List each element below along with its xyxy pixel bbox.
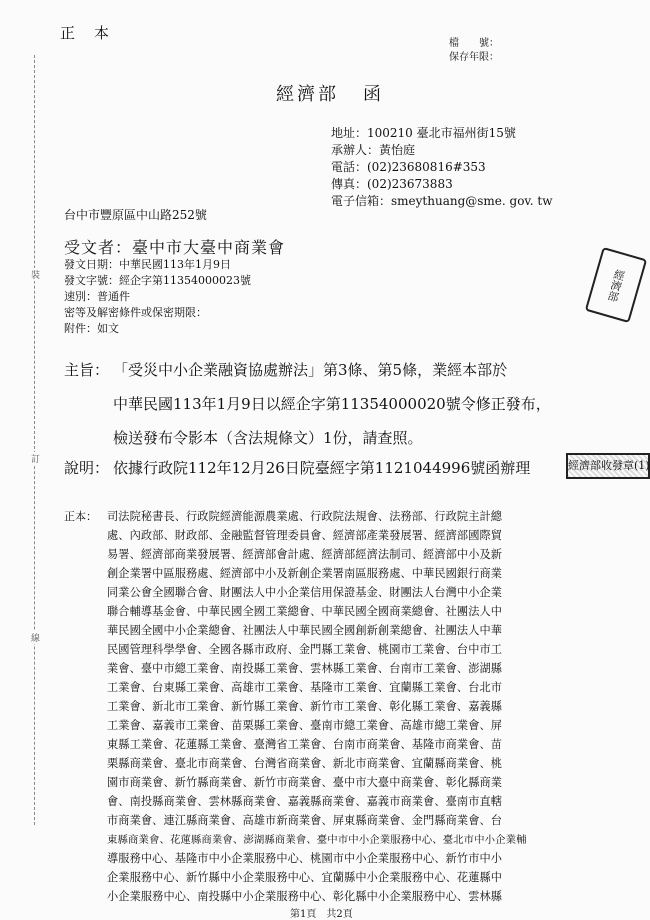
cc-line: 創企業署中區服務處、經濟部中小及新創企業署南區服務處、中華民國銀行商業 [107, 567, 503, 580]
registration-stamp: 經濟部收發章(1) [566, 453, 650, 479]
cc-line: 東縣工業會、花蓮縣工業會、臺灣省工業會、台南市商業會、基隆市商業會、苗 [107, 738, 503, 751]
cc-line: 會、南投縣商業會、雲林縣商業會、嘉義縣商業會、嘉義市商業會、臺南市直轄 [107, 795, 503, 808]
subject-line-3: 檢送發布令影本（含法規條文）1份，請查照。 [113, 429, 423, 447]
cc-line: 栗縣商業會、臺北市商業會、台灣省商業會、新北市商業會、宜蘭縣商業會、桃 [107, 757, 503, 770]
cc-line: 司法院秘書長、行政院經濟能源農業處、行政院法規會、法務部、行政院主計總 [107, 510, 503, 523]
department-stamp-text: 經濟部 [605, 267, 627, 303]
cc-line: 園市商業會、新竹縣商業會、新竹市商業會、臺中市大臺中商業會、彰化縣商業 [107, 776, 503, 789]
department-stamp [585, 247, 647, 323]
cc-line: 業會、臺中市總工業會、南投縣工業會、雲林縣工業會、台南市工業會、澎湖縣 [107, 662, 503, 675]
document-type: 函 [363, 84, 384, 105]
subject-line-2: 中華民國113年1月9日以經企字第11354000020號令修正發布， [113, 395, 551, 413]
retention-period-label: 保存年限： [449, 52, 499, 63]
file-number-label: 檔 號： [449, 38, 499, 49]
cc-line: 處、內政部、財政部、金融監督管理委員會、經濟部產業發展署、經濟部國際貿 [107, 529, 503, 542]
cc-line: 易署、經濟部商業發展署、經濟部會計處、經濟部經濟法制司、經濟部中小及新 [107, 548, 503, 561]
binding-char-zhuang: 裝 [31, 268, 40, 281]
cc-line: 工業會、新北市工業會、新竹縣工業會、新竹市工業會、彰化縣工業會、嘉義縣 [107, 700, 503, 713]
issue-number: 發文字號：經企字第11354000023號 [64, 274, 251, 287]
cc-line: 工業會、嘉義市工業會、苗栗縣工業會、臺南市總工業會、高雄市總工業會、屏 [107, 719, 503, 732]
recipient: 受文者：臺中市大臺中商業會 [64, 238, 286, 257]
copy-mark: 正 本 [60, 24, 112, 42]
sender-email: 電子信箱：smeythuang@sme. gov. tw [331, 194, 553, 208]
cc-line: 市商業會、連江縣商業會、高雄市新商業會、屏東縣商業會、金門縣商業會、台 [107, 814, 503, 827]
sender-handler: 承辦人：黃怡庭 [331, 143, 416, 157]
cc-line: 工業會、台東縣工業會、高雄市工業會、基隆市工業會、宜蘭縣工業會、台北市 [107, 681, 503, 694]
subject-label: 主旨： [64, 361, 110, 379]
page-number: 第1頁 共2頁 [290, 909, 353, 920]
cc-line: 同業公會全國聯合會、財團法人中小企業信用保證基金、財團法人台灣中小企業 [107, 586, 503, 599]
sender-address: 地址：100210 臺北市福州街15號 [331, 126, 516, 140]
binding-line [34, 55, 35, 825]
recipient-address: 台中市豐原區中山路252號 [64, 208, 207, 222]
secrecy-level: 密等及解密條件或保密期限： [64, 306, 207, 319]
binding-char-ding: 訂 [31, 452, 40, 465]
delivery-speed: 速別：普通件 [64, 290, 130, 303]
cc-line: 聯合輔導基金會、中華民國全國工業總會、中華民國全國商業總會、社團法人中 [107, 605, 503, 618]
cc-line: 華民國全國中小企業總會、社團法人中華民國全國創新創業總會、社團法人中華 [107, 624, 503, 637]
cc-line: 導服務中心、基隆市中小企業服務中心、桃園市中小企業服務中心、新竹市中小 [107, 852, 503, 865]
explanation-label: 說明： [64, 459, 110, 477]
agency-name: 經濟部 [276, 84, 339, 105]
document-title [276, 80, 384, 106]
binding-char-xian: 線 [31, 631, 40, 644]
sender-phone: 電話：(02)23680816#353 [331, 160, 486, 174]
cc-line: 企業服務中心、新竹縣中小企業服務中心、宜蘭縣中小企業服務中心、花蓮縣中 [107, 871, 503, 884]
issue-date: 發文日期：中華民國113年1月9日 [64, 258, 231, 271]
explanation-text: 依據行政院112年12月26日院臺經字第1121044996號函辦理 [113, 459, 531, 477]
subject-line-1: 「受災中小企業融資協處辦法」第3條、第5條，業經本部於 [113, 361, 508, 379]
attachment: 附件：如文 [64, 322, 119, 335]
sender-fax: 傳真：(02)23673883 [331, 177, 453, 191]
cc-label: 正本： [64, 510, 97, 523]
cc-line: 民國管理科學學會、全國各縣市政府、金門縣工業會、桃園市工業會、台中市工 [107, 643, 503, 656]
cc-line: 小企業服務中心、南投縣中小企業服務中心、彰化縣中小企業服務中心、雲林縣 [107, 890, 503, 903]
cc-line: 東縣商業會、花蓮縣商業會、澎湖縣商業會、臺中市中小企業服務中心、臺北市中小企業輔 [107, 834, 527, 846]
